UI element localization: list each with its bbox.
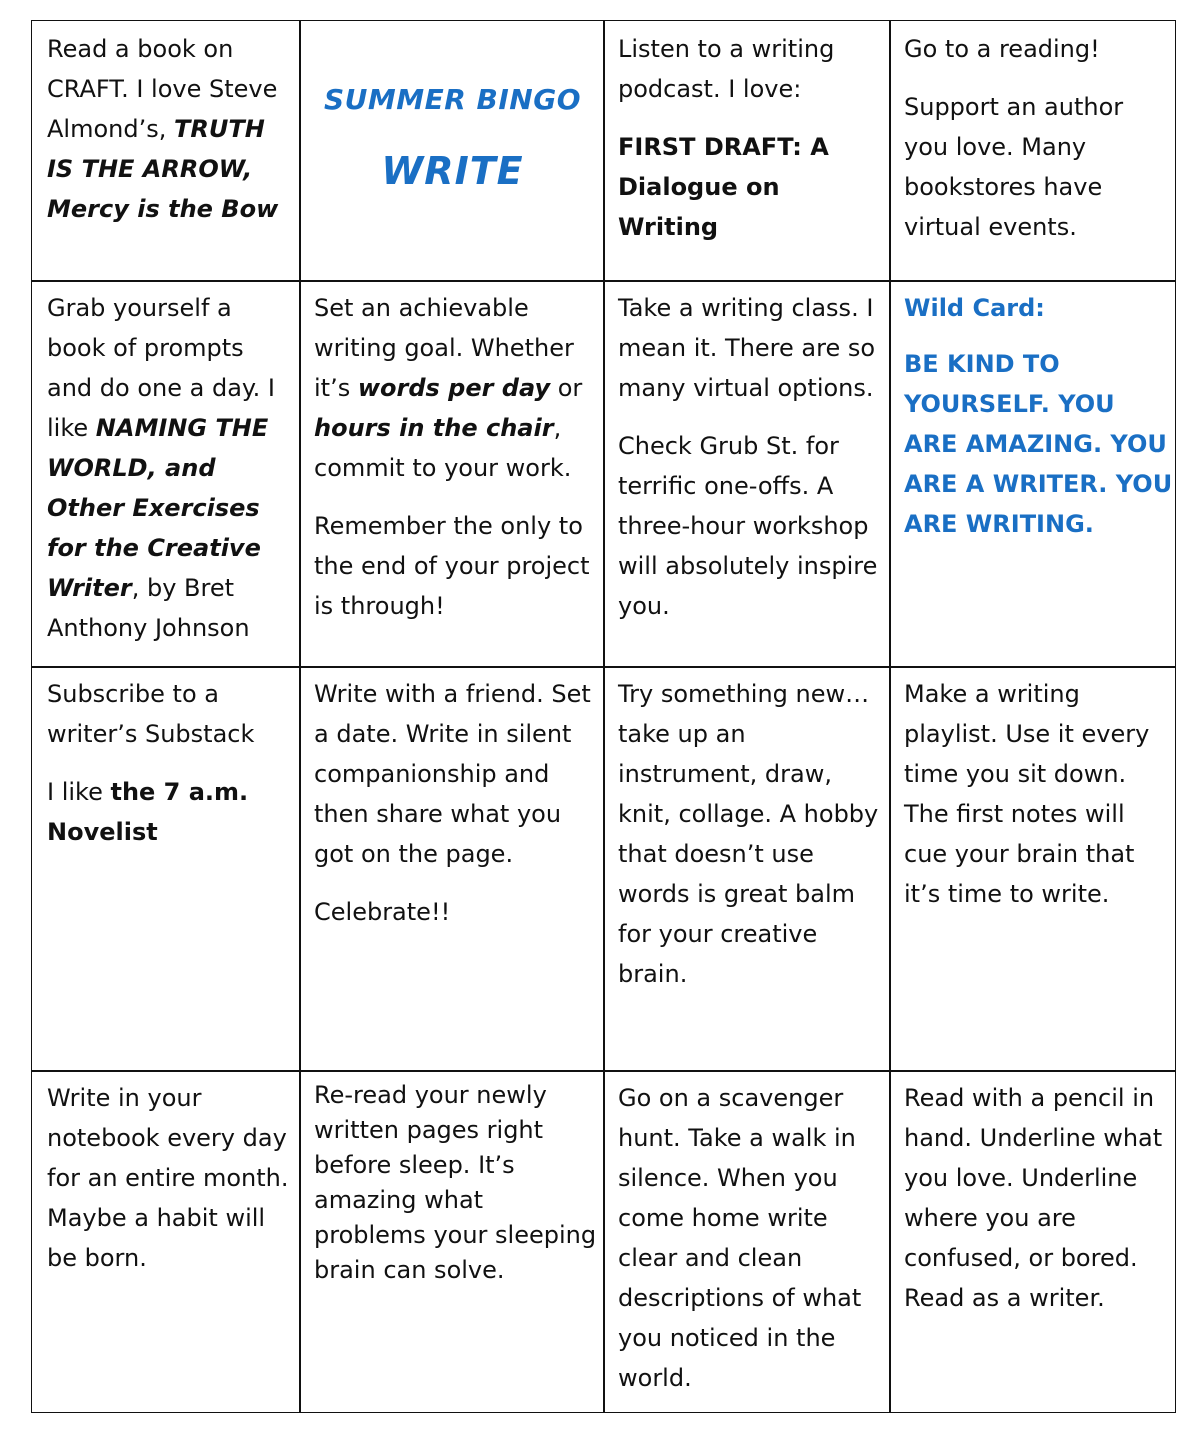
- cell-read-with-pencil: Read with a pencil in hand. Underline what you love. Underline where you are confused, or bored. Read as a writer.: [904, 1084, 1163, 1312]
- cell-wild-card: [889, 280, 1177, 666]
- cell-writing-goal: Set an achievable writing goal. Whether it’s words per day or hours in the chair, commit to your work. Remember the only to the end of your project is through!: [314, 294, 590, 620]
- cell-reread-pages: Re-read your newly written pages right before sleep. It’s amazing what problems your sleeping brain can solve.: [314, 1081, 597, 1284]
- cell-substack: Subscribe to a writer’s Substack I like the 7 a.m. Novelist: [47, 680, 255, 846]
- cell-book-of-prompts: Grab yourself a book of prompts and do one a day. I like NAMING THE WORLD, and Other Exercises for the Creative Writer, by Bret Anthony Johnson: [47, 294, 276, 642]
- cell-write-with-friend: Write with a friend. Set a date. Write in silent companionship and then share what you got on the page. Celebrate!!: [314, 680, 591, 926]
- cell-scavenger-hunt: Go on a scavenger hunt. Take a walk in silence. When you come home write clear and clean descriptions of what you noticed in the world.: [618, 1084, 862, 1392]
- wild-card-message: BE KIND TO YOURSELF. YOU ARE AMAZING. YOU ARE A WRITER. YOU ARE WRITING.: [904, 350, 1173, 538]
- title-summer-bingo: SUMMER BINGO: [323, 83, 582, 116]
- bingo-title: [301, 21, 604, 280]
- cell-writing-podcast: Listen to a writing podcast. I love: FIRST DRAFT: A Dialogue on Writing: [618, 35, 835, 241]
- cell-notebook-every-day: Write in your notebook every day for an entire month. Maybe a habit will be born.: [47, 1084, 289, 1272]
- cell-try-something-new: Try something new… take up an instrument, draw, knit, collage. A hobby that doesn’t use words is great balm for your creative brain.: [618, 680, 879, 988]
- wild-card-heading: Wild Card:: [904, 294, 1045, 322]
- cell-read-craft-book: Read a book on CRAFT. I love Steve Almond’s, TRUTH IS THE ARROW, Mercy is the Bow: [47, 35, 279, 223]
- bingo-board: [31, 20, 1176, 1413]
- cell-writing-playlist: Make a writing playlist. Use it every time you sit down. The first notes will cue your brain that it’s time to write.: [904, 680, 1150, 908]
- title-write: WRITE: [381, 149, 524, 193]
- cell-go-to-reading: Go to a reading! Support an author you love. Many bookstores have virtual events.: [904, 35, 1124, 241]
- cell-writing-class: Take a writing class. I mean it. There are so many virtual options. Check Grub St. for terrific one-offs. A three-hour workshop will absolutely inspire you.: [618, 294, 878, 620]
